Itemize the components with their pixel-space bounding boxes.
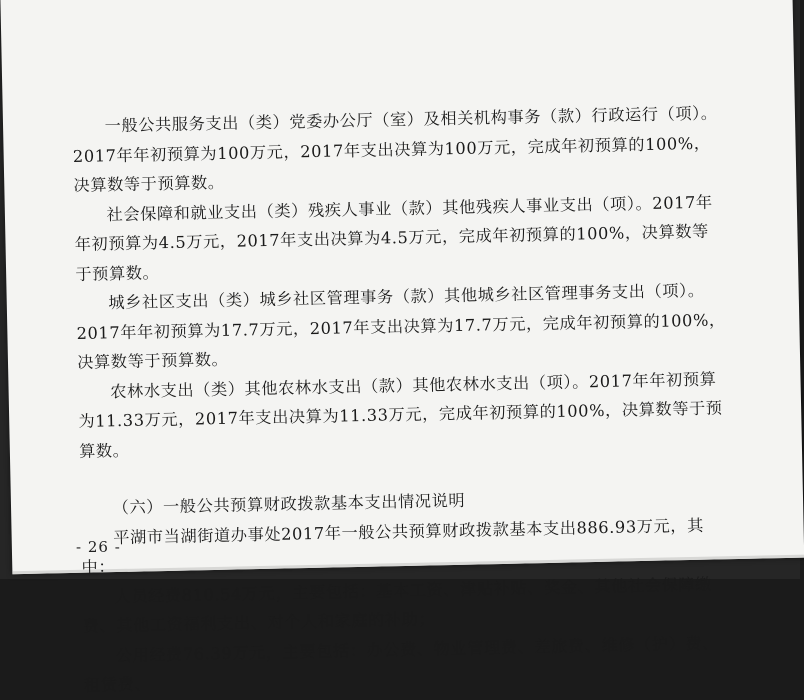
section-heading: （六）一般公共预算财政拨款基本支出情况说明	[112, 490, 466, 518]
paragraph-public-expenses: 公用经费76.39万元，主要包括：办公费、物业管理费、差旅费、维修（护）费、租赁费、	[83, 633, 720, 695]
document-body	[72, 98, 734, 700]
paragraph-personnel-expenses: 人员经费810.54万元，主要包括：基本工资、津贴补贴、奖金、其他社会保障缴费、其他工资福利支出、对个人和家庭的补助；	[82, 574, 713, 636]
page-number: - 26 -	[76, 538, 121, 556]
paragraph-basic-expenditure-total: 平湖市当湖街道办事处2017年一般公共预算财政拨款基本支出886.93万元，其中：	[81, 515, 705, 577]
paragraph-general-public-services: 一般公共服务支出（类）党委办公厅（室）及相关机构事务（款）行政运行（项）。2017年年初预算为100万元，2017年支出决算为100万元，完成年初预算的100%，决算数等于预算数。	[72, 103, 718, 195]
paragraph-social-security: 社会保障和就业支出（类）残疾人事业（款）其他残疾人事业支出（项）。2017年年初预算为4.5万元，2017年支出决算为4.5万元，完成年初预算的100%，决算数等于预算数。	[74, 192, 713, 284]
paragraph-agriculture-forestry-water: 农林水支出（类）其他农林水支出（款）其他农林水支出（项）。2017年年初预算为11.33万元，2017年支出决算为11.33万元，完成年初预算的100%，决算数等于预算数。	[78, 369, 723, 461]
paragraph-urban-rural-community: 城乡社区支出（类）城乡社区管理事务（款）其他城乡社区管理事务支出（项）。2017年年初预算为17.7万元，2017年支出决算为17.7万元，完成年初预算的100%，决算数等于预算数。	[76, 280, 726, 372]
